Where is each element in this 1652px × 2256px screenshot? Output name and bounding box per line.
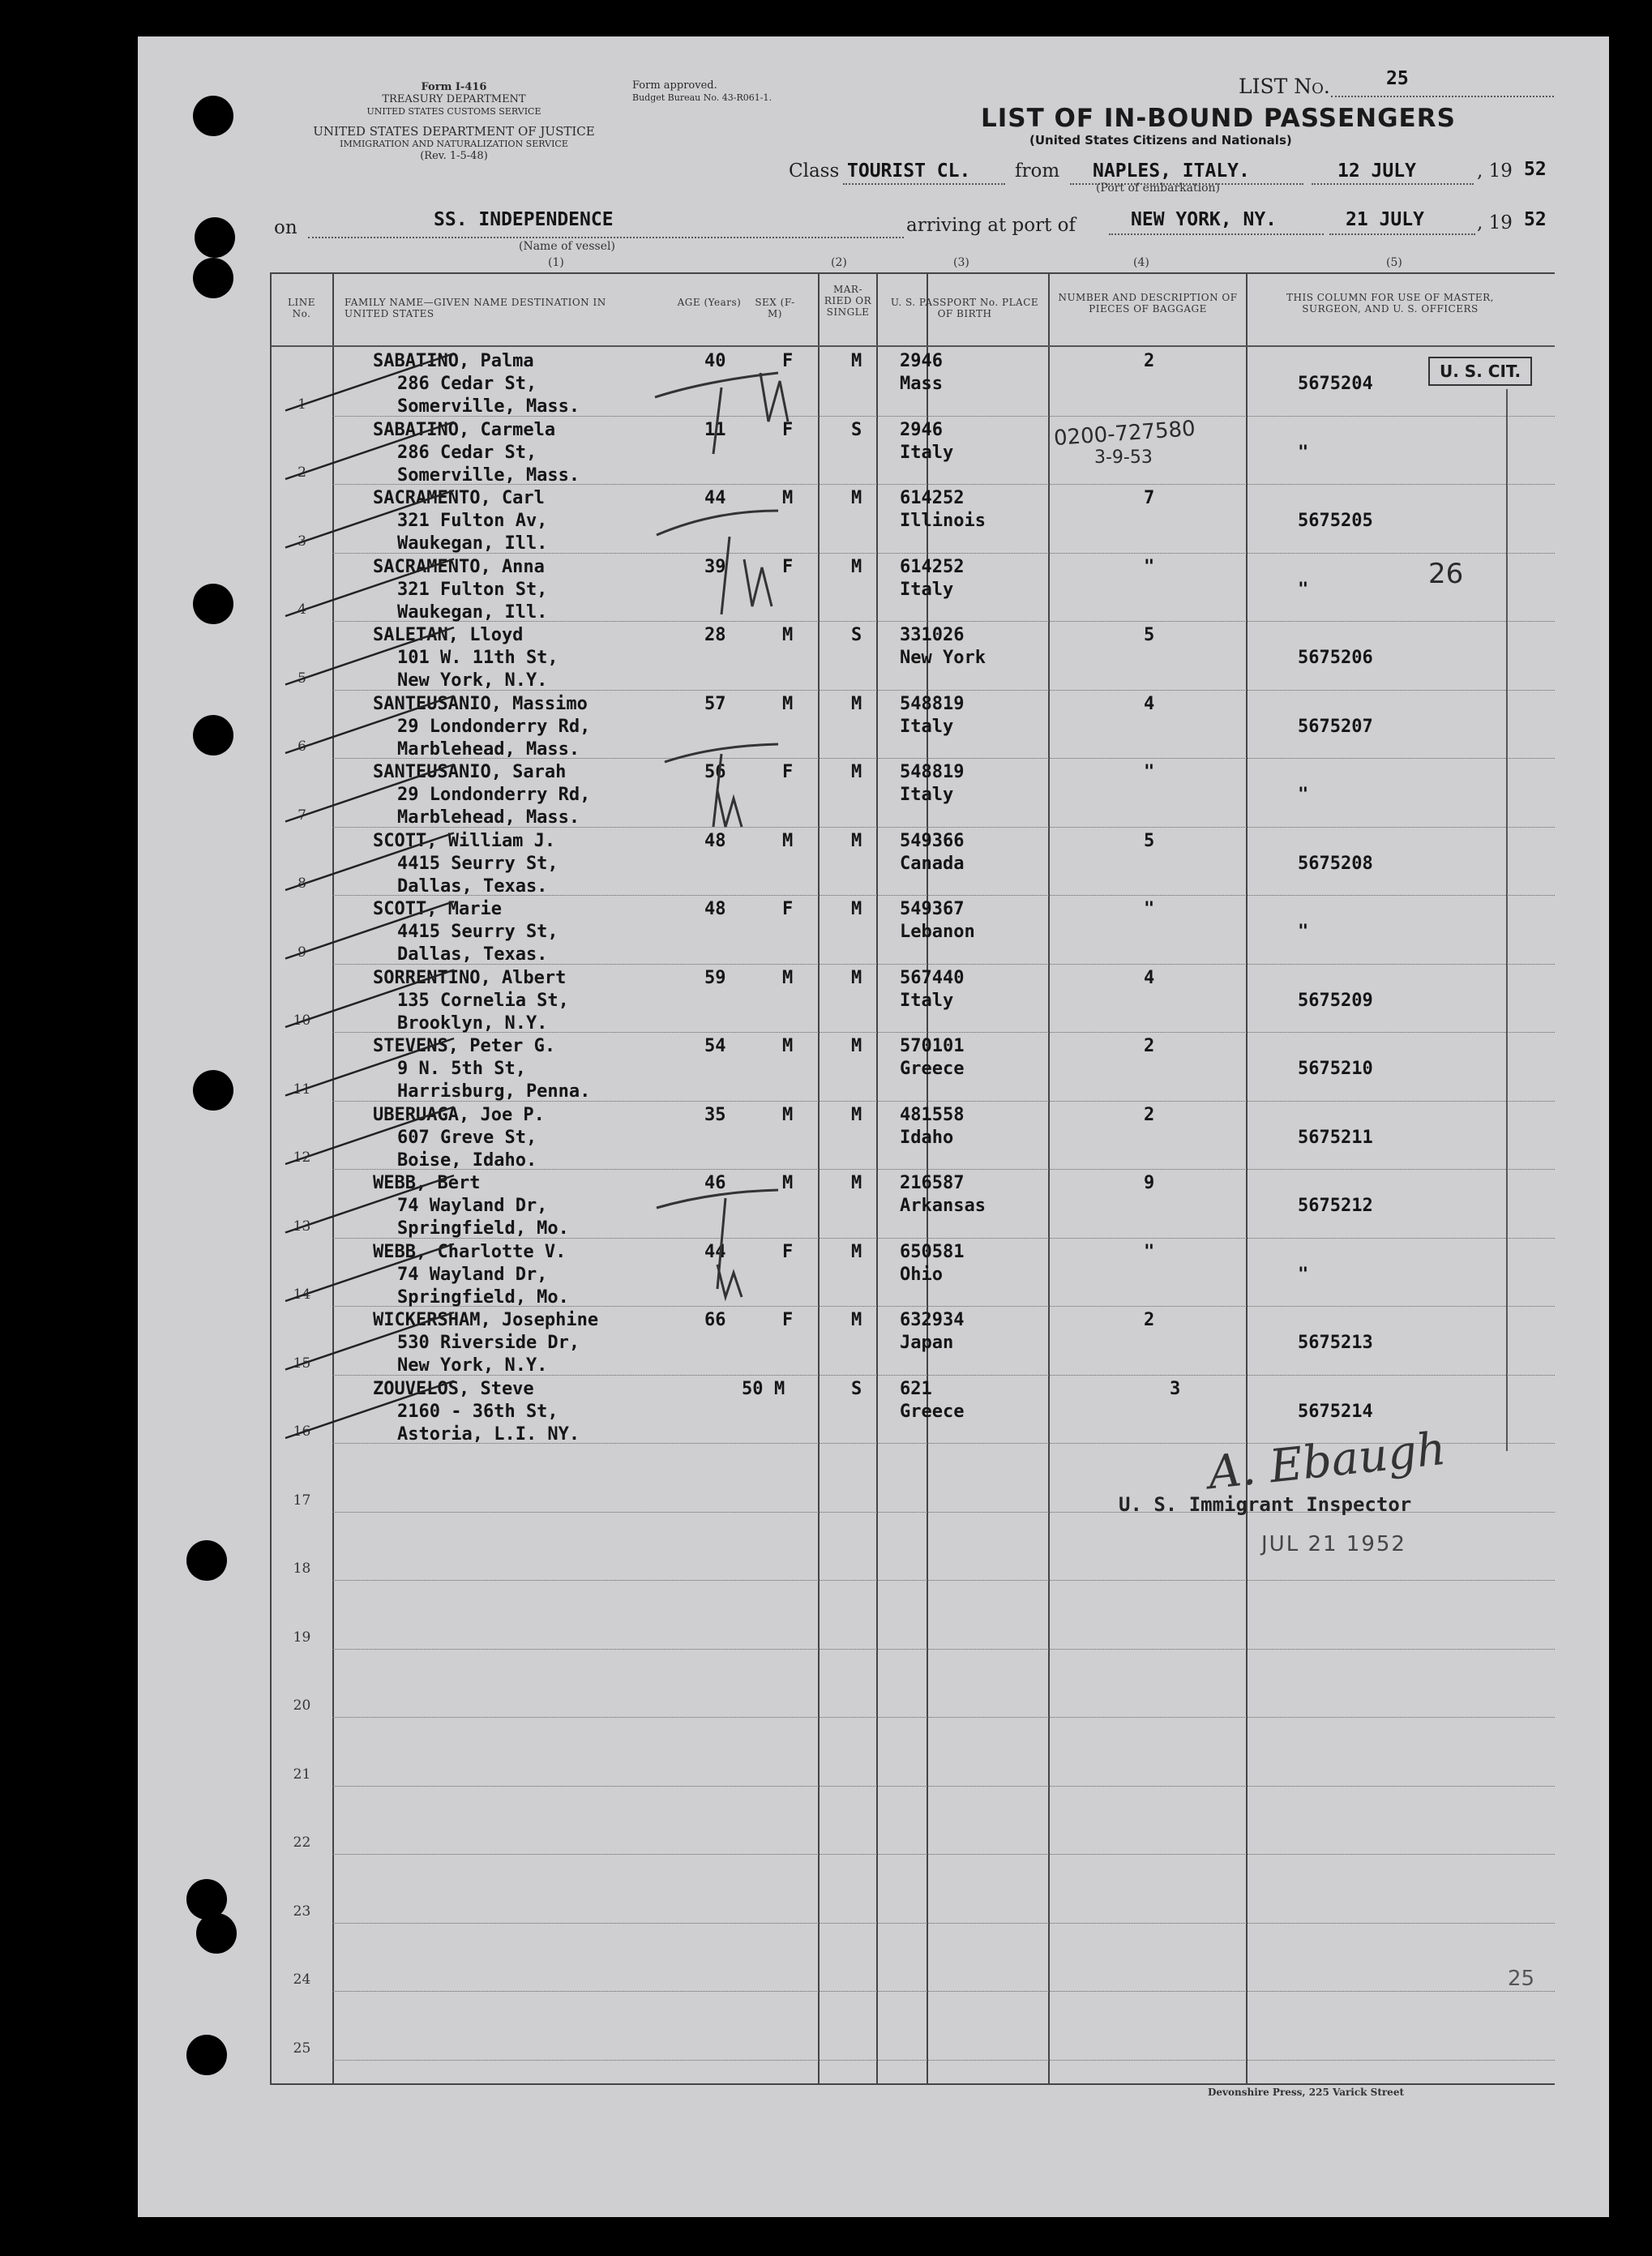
- passenger-age: 48: [704, 830, 726, 851]
- ins-service: IMMIGRATION AND NATURALIZATION SERVICE: [340, 139, 568, 149]
- passenger-name: SABATINO, Palma: [373, 351, 534, 371]
- arrival-date: 21 JULY: [1346, 209, 1424, 230]
- col-marker-1: (1): [548, 256, 564, 269]
- class-label: Class: [789, 161, 840, 182]
- col-header-sex: SEX (F-M): [755, 297, 795, 319]
- from-value: NAPLES, ITALY.: [1093, 161, 1250, 182]
- passenger-sex: M: [782, 693, 794, 714]
- arrival-port: NEW YORK, NY.: [1131, 209, 1278, 230]
- marital-status: M: [851, 1241, 862, 1262]
- pencil-slash: [285, 833, 454, 891]
- place-of-birth: Illinois: [900, 511, 986, 531]
- line-number: 15: [293, 1355, 311, 1372]
- line-number: 3: [297, 533, 306, 550]
- marital-status: M: [851, 1036, 862, 1056]
- pencil-tick: [760, 373, 788, 422]
- passenger-sex: M: [782, 967, 794, 988]
- depart-year: 52: [1524, 159, 1547, 180]
- line-number: 6: [297, 738, 306, 755]
- pencil-slash: [285, 627, 454, 685]
- passenger-name: ZOUVELOS, Steve: [373, 1378, 534, 1399]
- passenger-city: Somerville, Mass.: [397, 464, 580, 486]
- baggage-count: 5: [1144, 625, 1155, 645]
- line-number: 19: [293, 1629, 311, 1646]
- passenger-sex: M: [782, 625, 794, 645]
- place-of-birth: Greece: [900, 1401, 965, 1422]
- inspector-signature: A. Ebaugh: [1205, 1422, 1449, 1500]
- depart-year-prefix: , 19: [1477, 161, 1513, 182]
- arrival-year-prefix: , 19: [1477, 212, 1513, 233]
- pencil-slash: [285, 422, 454, 480]
- passport-number: 216587: [900, 1173, 965, 1193]
- arrival-year: 52: [1524, 209, 1547, 230]
- vessel-name: SS. INDEPENDENCE: [434, 209, 614, 230]
- passenger-address: 29 Londonderry Rd,: [397, 716, 591, 737]
- place-of-birth: Italy: [900, 785, 954, 805]
- marital-status: M: [851, 830, 862, 851]
- passenger-name: SCOTT, Marie: [373, 899, 502, 919]
- marital-status: S: [851, 419, 862, 440]
- passenger-age: 40: [704, 351, 726, 371]
- passenger-address: 9 N. 5th St,: [397, 1059, 526, 1079]
- officer-number: ": [1298, 922, 1309, 942]
- baggage-count: 7: [1144, 488, 1155, 508]
- passenger-sex: M: [774, 1378, 785, 1399]
- passport-number: 621: [900, 1378, 932, 1399]
- baggage-count: 4: [1144, 693, 1155, 714]
- line-number: 25: [293, 2040, 311, 2057]
- handwritten-page-number: 26: [1428, 558, 1464, 590]
- pencil-tick: [717, 790, 742, 827]
- marital-status: M: [851, 693, 862, 714]
- officer-number: 5675211: [1298, 1127, 1373, 1148]
- passport-number: 2946: [900, 351, 943, 371]
- passenger-sex: F: [782, 419, 794, 440]
- line-number: 16: [293, 1423, 311, 1440]
- passenger-sex: M: [782, 830, 794, 851]
- officer-number: 5675209: [1298, 990, 1373, 1011]
- place-of-birth: Idaho: [900, 1127, 954, 1148]
- class-value: TOURIST CL.: [847, 161, 971, 182]
- place-of-birth: Arkansas: [900, 1196, 986, 1216]
- passenger-name: SANTEUSANIO, Massimo: [373, 693, 588, 714]
- budget-bureau: Budget Bureau No. 43-R061-1.: [632, 92, 773, 103]
- baggage-count: 4: [1144, 967, 1155, 988]
- form-approved: Form approved.: [632, 79, 717, 92]
- passenger-name: SCOTT, William J.: [373, 830, 556, 851]
- place-of-birth: Lebanon: [900, 922, 975, 942]
- passport-number: 614252: [900, 556, 965, 577]
- passenger-address: 286 Cedar St,: [397, 442, 537, 463]
- passenger-sex: F: [782, 899, 794, 919]
- passenger-city: Dallas, Texas.: [397, 875, 548, 897]
- marital-status: M: [851, 351, 862, 371]
- passenger-address: 321 Fulton St,: [397, 579, 548, 600]
- pencil-slash: [285, 764, 454, 822]
- passenger-age: 11: [704, 419, 726, 440]
- line-number: 8: [297, 875, 306, 892]
- baggage-count: 2: [1144, 1036, 1155, 1056]
- officer-number: 5675213: [1298, 1333, 1373, 1353]
- passenger-age: 59: [704, 967, 726, 988]
- passenger-sex: F: [782, 1241, 794, 1262]
- passenger-name: SABATINO, Carmela: [373, 419, 556, 440]
- col-header-name: FAMILY NAME—GIVEN NAME DESTINATION IN UNITED STATES: [345, 297, 606, 319]
- vessel-note: (Name of vessel): [519, 240, 615, 253]
- passenger-sex: F: [782, 1310, 794, 1330]
- passenger-address: 2160 - 36th St,: [397, 1401, 559, 1422]
- place-of-birth: Canada: [900, 853, 965, 874]
- col-header-married: MAR-RIED OR SINGLE: [824, 284, 872, 318]
- arriving-label: arriving at port of: [906, 215, 1076, 236]
- passport-number: 614252: [900, 488, 965, 508]
- line-number: 17: [293, 1492, 311, 1509]
- passenger-sex: F: [782, 762, 794, 782]
- passenger-city: Brooklyn, N.Y.: [397, 1012, 548, 1034]
- passenger-city: Somerville, Mass.: [397, 396, 580, 417]
- passenger-address: 530 Riverside Dr,: [397, 1333, 580, 1353]
- passport-number: 548819: [900, 762, 965, 782]
- passenger-city: Dallas, Texas.: [397, 944, 548, 965]
- passenger-age: 54: [704, 1036, 726, 1056]
- line-number: 4: [297, 601, 306, 618]
- passenger-sex: M: [782, 488, 794, 508]
- line-number: 14: [293, 1286, 311, 1303]
- passenger-age: 50: [742, 1378, 764, 1399]
- handwritten-date-note: 3-9-53: [1094, 447, 1153, 468]
- pencil-tick: [655, 373, 778, 397]
- passport-number: 548819: [900, 693, 965, 714]
- baggage-count: 2: [1144, 1310, 1155, 1330]
- marital-status: M: [851, 1104, 862, 1125]
- passport-number: 567440: [900, 967, 965, 988]
- inspector-label: U. S. Immigrant Inspector: [1119, 1493, 1412, 1516]
- list-no-value: 25: [1386, 68, 1409, 89]
- col-header-baggage: NUMBER AND DESCRIPTION OF PIECES OF BAGGAGE: [1058, 292, 1238, 315]
- baggage-count: ": [1144, 556, 1155, 577]
- officer-number: ": [1298, 785, 1309, 805]
- depart-date: 12 JULY: [1337, 161, 1416, 182]
- passenger-sex: F: [782, 351, 794, 371]
- baggage-count: 2: [1144, 1104, 1155, 1125]
- passport-number: 2946: [900, 419, 943, 440]
- baggage-count: 3: [1170, 1378, 1181, 1399]
- line-number: 11: [293, 1081, 311, 1098]
- col-header-line: LINE No.: [288, 297, 315, 319]
- passenger-address: 4415 Seurry St,: [397, 922, 559, 942]
- marital-status: M: [851, 1310, 862, 1330]
- passenger-age: 57: [704, 693, 726, 714]
- passenger-sex: F: [782, 556, 794, 577]
- on-label: on: [274, 217, 297, 238]
- passport-number: 549366: [900, 830, 965, 851]
- passenger-sex: M: [782, 1104, 794, 1125]
- passenger-name: WICKERSHAM, Josephine: [373, 1310, 599, 1330]
- passenger-city: Astoria, L.I. NY.: [397, 1423, 580, 1445]
- passenger-age: 56: [704, 762, 726, 782]
- passenger-address: 74 Wayland Dr,: [397, 1264, 548, 1285]
- passenger-address: 101 W. 11th St,: [397, 648, 559, 668]
- col-marker-5: (5): [1386, 256, 1402, 269]
- passenger-city: Springfield, Mo.: [397, 1218, 569, 1239]
- passenger-sex: M: [782, 1036, 794, 1056]
- marital-status: M: [851, 762, 862, 782]
- place-of-birth: Italy: [900, 716, 954, 737]
- pencil-slash: [285, 1381, 454, 1439]
- line-number: 23: [293, 1903, 311, 1920]
- col-marker-3: (3): [953, 256, 969, 269]
- line-number: 9: [297, 944, 306, 961]
- place-of-birth: Ohio: [900, 1264, 943, 1285]
- passenger-age: 44: [704, 1241, 726, 1262]
- passenger-city: Harrisburg, Penna.: [397, 1081, 591, 1102]
- officer-number: 5675206: [1298, 648, 1373, 668]
- line-number: 1: [297, 396, 306, 413]
- place-of-birth: New York: [900, 648, 986, 668]
- place-of-birth: Italy: [900, 579, 954, 600]
- pencil-slash: [285, 970, 454, 1028]
- baggage-count: 9: [1144, 1173, 1155, 1193]
- baggage-count: ": [1144, 762, 1155, 782]
- list-no-label: LIST No.: [1239, 75, 1330, 98]
- passenger-city: Waukegan, Ill.: [397, 601, 548, 623]
- passenger-address: 74 Wayland Dr,: [397, 1196, 548, 1216]
- passport-number: 549367: [900, 899, 965, 919]
- line-number: 18: [293, 1560, 311, 1577]
- col-header-officers: THIS COLUMN FOR USE OF MASTER, SURGEON, AND U. S. OFFICERS: [1286, 292, 1494, 315]
- line-number: 22: [293, 1834, 311, 1851]
- officer-number: 5675214: [1298, 1401, 1373, 1422]
- passenger-city: Waukegan, Ill.: [397, 533, 548, 554]
- passenger-name: UBERUAGA, Joe P.: [373, 1104, 545, 1125]
- pencil-slash: [285, 1244, 454, 1302]
- passenger-name: SANTEUSANIO, Sarah: [373, 762, 567, 782]
- place-of-birth: Greece: [900, 1059, 965, 1079]
- line-number: 24: [293, 1971, 311, 1988]
- inspection-date-stamp: JUL 21 1952: [1261, 1532, 1406, 1556]
- pencil-tick: [657, 511, 778, 535]
- marital-status: S: [851, 625, 862, 645]
- line-number: 10: [293, 1012, 311, 1029]
- pencil-tick: [717, 1265, 742, 1297]
- marital-status: M: [851, 488, 862, 508]
- place-of-birth: Italy: [900, 442, 954, 463]
- pencil-slash: [285, 353, 454, 411]
- line-number: 13: [293, 1218, 311, 1235]
- passenger-name: STEVENS, Peter G.: [373, 1036, 556, 1056]
- customs-service: UNITED STATES CUSTOMS SERVICE: [366, 106, 541, 117]
- passenger-name: SACRAMENTO, Carl: [373, 488, 545, 508]
- corner-note: 25: [1508, 1967, 1535, 1991]
- officer-number: 5675208: [1298, 853, 1373, 874]
- page-title: LIST OF IN-BOUND PASSENGERS: [981, 104, 1456, 133]
- pencil-tick: [713, 387, 721, 454]
- officer-number: ": [1298, 1264, 1309, 1285]
- passenger-address: 4415 Seurry St,: [397, 853, 559, 874]
- passenger-name: SACRAMENTO, Anna: [373, 556, 545, 577]
- line-number: 20: [293, 1697, 311, 1714]
- passport-number: 632934: [900, 1310, 965, 1330]
- marital-status: M: [851, 1173, 862, 1193]
- passenger-name: WEBB, Bert: [373, 1173, 481, 1193]
- passenger-city: Marblehead, Mass.: [397, 738, 580, 760]
- form-number: Form I-416: [421, 81, 487, 93]
- marital-status: M: [851, 899, 862, 919]
- col-header-passport: U. S. PASSPORT No. PLACE OF BIRTH: [890, 297, 1039, 319]
- pencil-slash: [285, 696, 454, 754]
- us-citizen-stamp: U. S. CIT.: [1428, 357, 1532, 386]
- line-number: 2: [297, 464, 306, 481]
- passport-number: 650581: [900, 1241, 965, 1262]
- officer-number: ": [1298, 579, 1309, 600]
- handwritten-passport-note: 0200-727580: [1053, 416, 1196, 452]
- port-note: (Port of embarkation): [1096, 182, 1220, 195]
- col-header-age: AGE (Years): [677, 297, 742, 308]
- officer-number: 5675205: [1298, 511, 1373, 531]
- passenger-name: WEBB, Charlotte V.: [373, 1241, 567, 1262]
- place-of-birth: Japan: [900, 1333, 954, 1353]
- pencil-slash: [285, 1107, 454, 1165]
- marital-status: M: [851, 556, 862, 577]
- officer-number: 5675204: [1298, 374, 1373, 394]
- passenger-age: 66: [704, 1310, 726, 1330]
- pencil-slash: [285, 559, 454, 617]
- passenger-age: 39: [704, 556, 726, 577]
- from-label: from: [1015, 161, 1060, 182]
- passenger-name: SALETAN, Lloyd: [373, 625, 524, 645]
- passenger-sex: M: [782, 1173, 794, 1193]
- line-number: 7: [297, 807, 306, 824]
- baggage-count: 5: [1144, 830, 1155, 851]
- col-marker-4: (4): [1133, 256, 1149, 269]
- treasury-dept: TREASURY DEPARTMENT: [382, 93, 526, 105]
- pencil-slash: [285, 490, 454, 548]
- passenger-address: 29 Londonderry Rd,: [397, 785, 591, 805]
- passenger-age: 46: [704, 1173, 726, 1193]
- pencil-tick: [717, 1198, 725, 1289]
- place-of-birth: Mass: [900, 374, 943, 394]
- passenger-city: New York, N.Y.: [397, 1355, 548, 1376]
- marital-status: S: [851, 1378, 862, 1399]
- baggage-count: 2: [1144, 351, 1155, 371]
- marital-status: M: [851, 967, 862, 988]
- baggage-count: ": [1144, 899, 1155, 919]
- pencil-tick: [721, 537, 730, 614]
- passenger-name: SORRENTINO, Albert: [373, 967, 567, 988]
- passenger-age: 35: [704, 1104, 726, 1125]
- line-number: 12: [293, 1149, 311, 1166]
- form-revision: (Rev. 1-5-48): [420, 150, 488, 162]
- line-number: 21: [293, 1766, 311, 1783]
- passport-number: 481558: [900, 1104, 965, 1125]
- passenger-age: 44: [704, 488, 726, 508]
- passenger-address: 135 Cornelia St,: [397, 990, 569, 1011]
- justice-dept: UNITED STATES DEPARTMENT OF JUSTICE: [313, 124, 595, 139]
- pencil-slash: [285, 1038, 454, 1096]
- passenger-age: 28: [704, 625, 726, 645]
- passenger-city: Boise, Idaho.: [397, 1149, 537, 1171]
- printer-credit: Devonshire Press, 225 Varick Street: [1208, 2087, 1404, 2098]
- passenger-age: 48: [704, 899, 726, 919]
- passport-number: 331026: [900, 625, 965, 645]
- passenger-address: 321 Fulton Av,: [397, 511, 548, 531]
- officer-number: 5675212: [1298, 1196, 1373, 1216]
- pencil-slash: [285, 1175, 454, 1233]
- passenger-address: 286 Cedar St,: [397, 374, 537, 394]
- passenger-address: 607 Greve St,: [397, 1127, 537, 1148]
- place-of-birth: Italy: [900, 990, 954, 1011]
- passenger-city: New York, N.Y.: [397, 670, 548, 691]
- line-number: 5: [297, 670, 306, 687]
- col-marker-2: (2): [831, 256, 847, 269]
- officer-number: 5675210: [1298, 1059, 1373, 1079]
- pencil-tick: [744, 559, 772, 606]
- baggage-count: ": [1144, 1241, 1155, 1262]
- pencil-tick: [657, 1190, 778, 1208]
- page-subtitle: (United States Citizens and Nationals): [1029, 133, 1292, 148]
- pencil-slash: [285, 1312, 454, 1370]
- officer-number: 5675207: [1298, 716, 1373, 737]
- pencil-slash: [285, 901, 454, 959]
- passport-number: 570101: [900, 1036, 965, 1056]
- passenger-city: Springfield, Mo.: [397, 1286, 569, 1308]
- officer-number: ": [1298, 442, 1309, 463]
- passenger-city: Marblehead, Mass.: [397, 807, 580, 828]
